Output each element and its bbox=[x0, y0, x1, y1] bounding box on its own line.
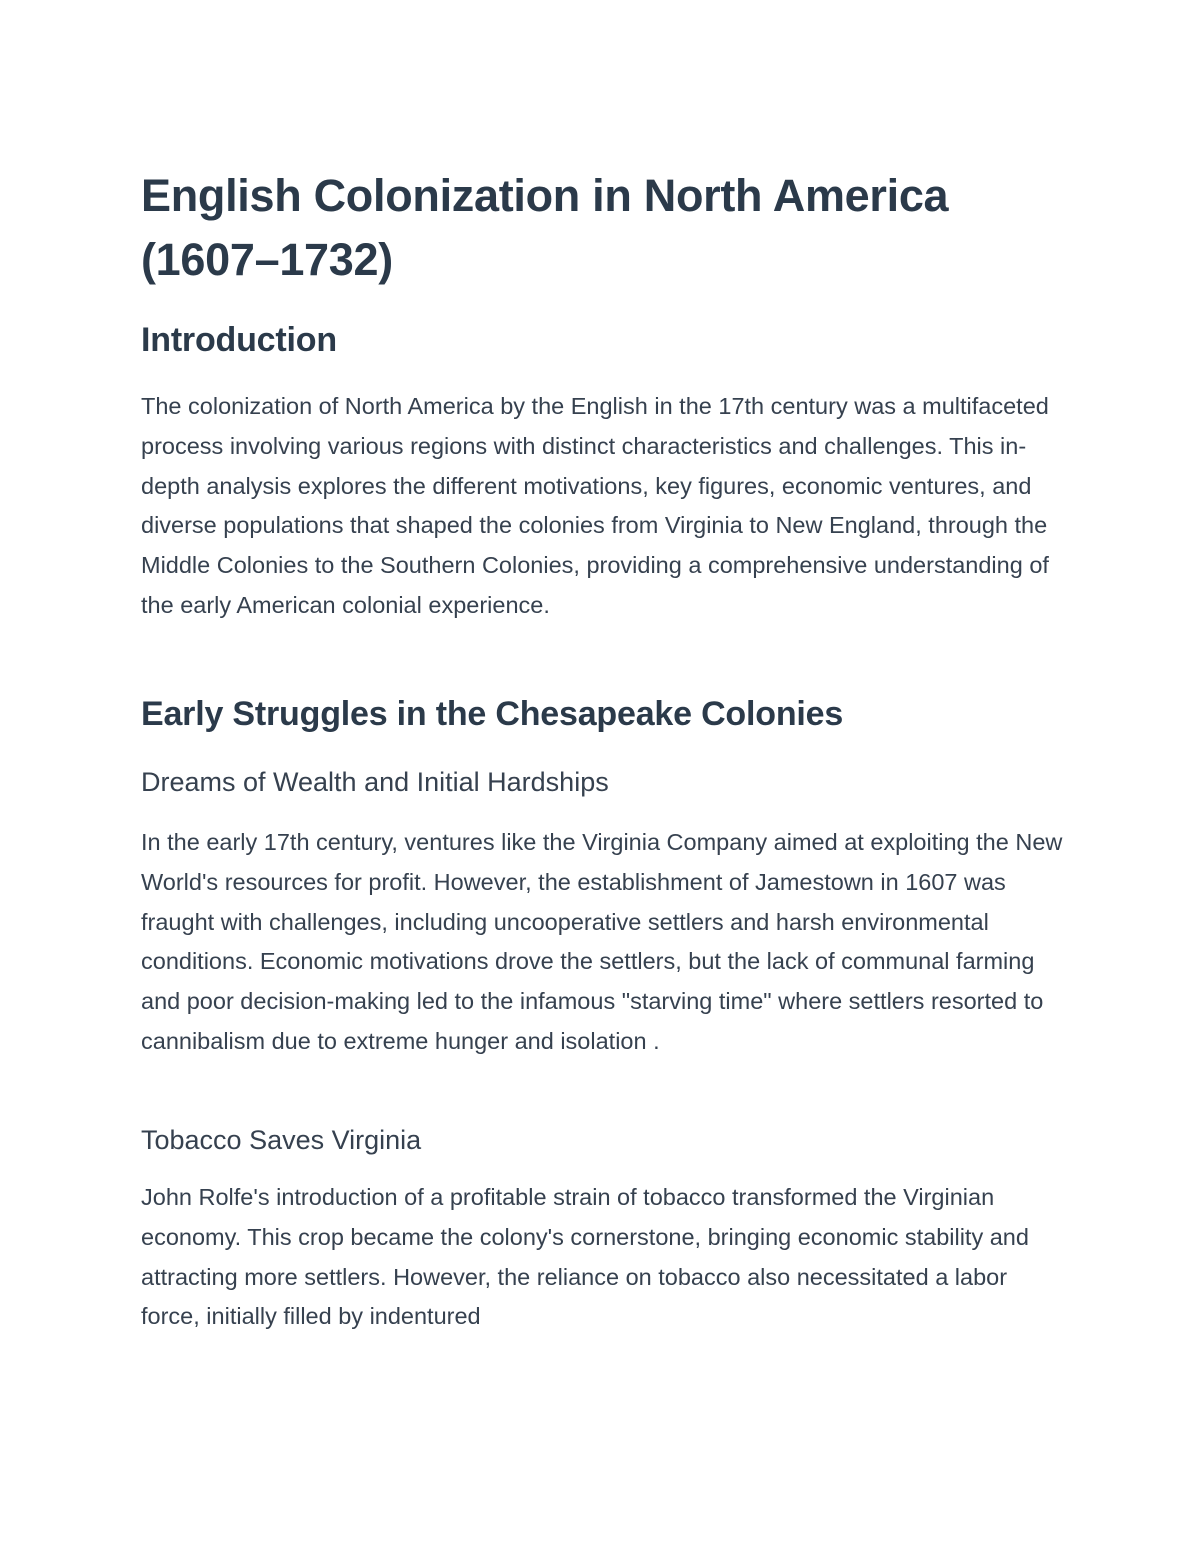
tobacco-paragraph: John Rolfe's introduction of a profitable strain of tobacco transformed the Virginian economy. This crop became the colony's cornerstone, bringing economic stability and attracting more settlers. However, the reliance on tobacco also necessitated a labor force, initially filled by indentured bbox=[141, 1184, 1029, 1330]
subsection-heading-dreams-of-wealth: Dreams of Wealth and Initial Hardships bbox=[141, 767, 609, 797]
dreams-of-wealth-paragraph: In the early 17th century, ventures like the Virginia Company aimed at exploiting the New World's resources for profit. However, the establishment of Jamestown in 1607 was fraught with challenges, including uncooperative settlers and harsh environmental conditions. Economic motivations drove the settlers, but the lack of communal farming and poor decision-making led to the infamous "starving time" where settlers resorted to cannibalism due to extreme hunger and isolation . bbox=[141, 829, 1063, 1054]
section-heading-chesapeake: Early Struggles in the Chesapeake Colonies bbox=[141, 695, 844, 733]
subsection-heading-tobacco: Tobacco Saves Virginia bbox=[141, 1125, 422, 1155]
document-title: English Colonization in North America (1607–1732) bbox=[141, 170, 949, 285]
introduction-paragraph: The colonization of North America by the English in the 17th century was a multifaceted process involving various regions with distinct characteristics and challenges. This in-depth analysis explores the different motivations, key figures, economic ventures, and diverse populations that shaped the colonies from Virginia to New England, through the Middle Colonies to the Southern Colonies, providing a comprehensive understanding of the early American colonial experience. bbox=[141, 393, 1049, 618]
section-heading-introduction: Introduction bbox=[141, 321, 337, 359]
